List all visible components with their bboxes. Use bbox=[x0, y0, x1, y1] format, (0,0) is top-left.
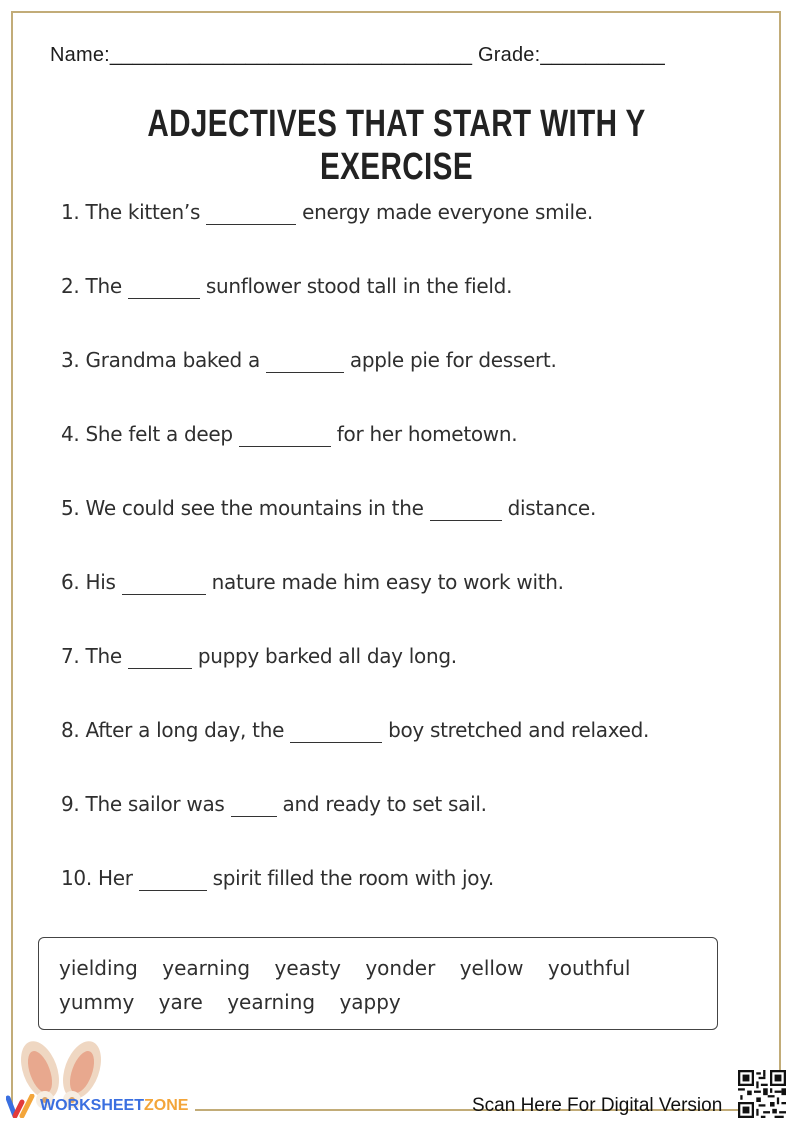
question-2 bbox=[61, 274, 512, 299]
question-text-after: energy made everyone smile. bbox=[302, 200, 593, 224]
logo-text-worksheet: WORKSHEET bbox=[40, 1097, 144, 1114]
answer-blank[interactable] bbox=[266, 352, 344, 373]
question-text-after: nature made him easy to work with. bbox=[211, 570, 564, 594]
word-bank-row-2 bbox=[59, 985, 717, 1019]
word-bank bbox=[38, 937, 718, 1030]
answer-blank[interactable] bbox=[206, 204, 296, 225]
question-5 bbox=[61, 496, 596, 521]
name-field[interactable]: Name:________________________________ bbox=[50, 44, 473, 66]
answer-blank[interactable] bbox=[290, 722, 382, 743]
word: youthful bbox=[547, 956, 631, 980]
answer-blank[interactable] bbox=[128, 278, 200, 299]
question-text-before: 10. Her bbox=[61, 866, 133, 890]
question-text-after: boy stretched and relaxed. bbox=[388, 718, 650, 742]
answer-blank[interactable] bbox=[139, 870, 207, 891]
logo-text-zone: ZONE bbox=[144, 1097, 189, 1114]
word-bank-row-1 bbox=[59, 951, 717, 985]
word: yearning bbox=[162, 956, 251, 980]
answer-blank[interactable] bbox=[122, 574, 206, 595]
question-text-after: puppy barked all day long. bbox=[197, 644, 457, 668]
answer-blank[interactable] bbox=[231, 796, 277, 817]
question-9 bbox=[61, 792, 487, 817]
scan-text: Scan Here For Digital Version bbox=[472, 1095, 723, 1116]
question-7 bbox=[61, 644, 457, 669]
word: yeasty bbox=[274, 956, 341, 980]
question-text-after: sunflower stood tall in the field. bbox=[205, 274, 513, 298]
answer-blank[interactable] bbox=[128, 648, 192, 669]
answer-blank[interactable] bbox=[239, 426, 331, 447]
word: yummy bbox=[59, 990, 135, 1014]
word: yappy bbox=[339, 990, 401, 1014]
word: yonder bbox=[365, 956, 436, 980]
question-1 bbox=[61, 200, 593, 225]
page-title: ADJECTIVES THAT START WITH Y EXERCISE bbox=[147, 103, 646, 188]
word: yielding bbox=[59, 956, 138, 980]
question-text-after: distance. bbox=[507, 496, 596, 520]
word: yellow bbox=[459, 956, 524, 980]
question-text-after: and ready to set sail. bbox=[282, 792, 487, 816]
logo-mark-icon bbox=[6, 1094, 40, 1118]
question-3 bbox=[61, 348, 557, 373]
word: yearning bbox=[227, 990, 316, 1014]
worksheetzone-logo[interactable] bbox=[6, 1092, 188, 1120]
question-text-before: 6. His bbox=[61, 570, 116, 594]
question-text-before: 9. The sailor was bbox=[61, 792, 225, 816]
question-text-after: apple pie for dessert. bbox=[349, 348, 557, 372]
question-text-before: 8. After a long day, the bbox=[61, 718, 285, 742]
question-8 bbox=[61, 718, 649, 743]
word: yare bbox=[158, 990, 203, 1014]
question-4 bbox=[61, 422, 517, 447]
question-6 bbox=[61, 570, 564, 595]
question-text-before: 4. She felt a deep bbox=[61, 422, 233, 446]
question-text-before: 2. The bbox=[61, 274, 122, 298]
answer-blank[interactable] bbox=[430, 500, 502, 521]
grade-field[interactable]: Grade:___________ bbox=[478, 44, 665, 66]
question-text-before: 3. Grandma baked a bbox=[61, 348, 260, 372]
question-text-before: 7. The bbox=[61, 644, 122, 668]
name-grade-line bbox=[50, 44, 665, 67]
qr-code-icon[interactable] bbox=[738, 1070, 786, 1118]
question-text-after: spirit filled the room with joy. bbox=[212, 866, 494, 890]
question-text-before: 5. We could see the mountains in the bbox=[61, 496, 424, 520]
question-text-after: for her hometown. bbox=[336, 422, 518, 446]
question-10 bbox=[61, 866, 494, 891]
question-text-before: 1. The kitten’s bbox=[61, 200, 201, 224]
